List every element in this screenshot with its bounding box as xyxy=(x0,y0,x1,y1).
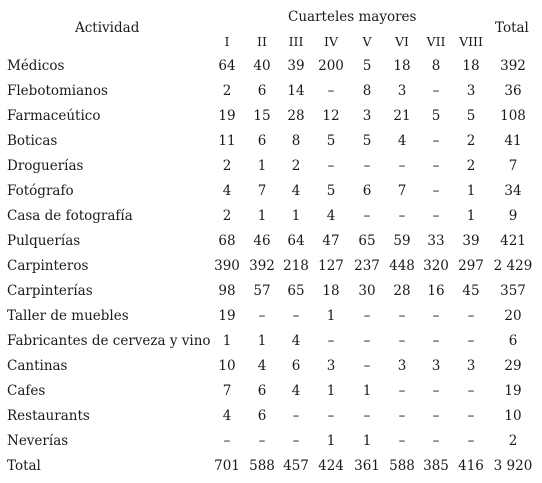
cell-cuartel-4: – xyxy=(327,408,335,424)
cell-cuartel-6: – xyxy=(398,208,406,224)
cell-cuartel-4: 1 xyxy=(326,383,336,399)
cell-cuartel-7: 16 xyxy=(427,283,445,299)
row-label: Droguerías xyxy=(7,158,84,174)
cell-cuartel-5: 8 xyxy=(362,83,372,99)
cell-cuartel-8: 3 xyxy=(466,83,476,99)
header-cuartel-2: II xyxy=(257,34,267,49)
cell-cuartel-4: 4 xyxy=(326,208,336,224)
cell-cuartel-3: 1 xyxy=(291,208,301,224)
row-label: Total xyxy=(7,458,41,474)
cell-cuartel-7: – xyxy=(432,158,440,174)
cell-cuartel-4: 1 xyxy=(326,433,336,449)
cell-cuartel-7: – xyxy=(432,433,440,449)
cell-total: 357 xyxy=(500,283,526,299)
cell-cuartel-3: 6 xyxy=(291,358,301,374)
table-row xyxy=(0,183,542,208)
table-row xyxy=(0,308,542,333)
table-row xyxy=(0,433,542,458)
cell-cuartel-1: 11 xyxy=(218,133,236,149)
cell-cuartel-6: – xyxy=(398,383,406,399)
cell-cuartel-4: 12 xyxy=(322,108,340,124)
cell-cuartel-7: – xyxy=(432,383,440,399)
cell-cuartel-7: – xyxy=(432,308,440,324)
cell-cuartel-5: 1 xyxy=(362,383,372,399)
cell-cuartel-4: – xyxy=(327,158,335,174)
cell-cuartel-6: 3 xyxy=(397,358,407,374)
cell-cuartel-8: 297 xyxy=(458,258,484,274)
cell-cuartel-6: 4 xyxy=(397,133,407,149)
cell-cuartel-1: 1 xyxy=(222,333,232,349)
cell-cuartel-2: 6 xyxy=(257,383,267,399)
cell-cuartel-1: 68 xyxy=(218,233,236,249)
row-label: Cafes xyxy=(7,383,46,399)
cell-cuartel-4: 200 xyxy=(318,58,344,74)
header-cuarteles-mayores: Cuarteles mayores xyxy=(288,9,417,25)
cell-cuartel-2: 588 xyxy=(249,458,275,474)
cell-cuartel-3: – xyxy=(292,308,300,324)
cell-cuartel-6: 448 xyxy=(389,258,415,274)
cell-cuartel-1: 4 xyxy=(222,408,232,424)
cell-cuartel-6: 3 xyxy=(397,83,407,99)
cell-cuartel-1: 10 xyxy=(218,358,236,374)
table-row xyxy=(0,258,542,283)
cell-cuartel-8: – xyxy=(467,433,475,449)
cell-cuartel-5: – xyxy=(363,308,371,324)
cell-cuartel-3: 28 xyxy=(287,108,305,124)
cell-cuartel-1: 2 xyxy=(222,158,232,174)
cell-cuartel-3: 8 xyxy=(291,133,301,149)
cell-total: 34 xyxy=(504,183,522,199)
table-row xyxy=(0,83,542,108)
cell-total: 41 xyxy=(504,133,522,149)
cell-cuartel-2: 6 xyxy=(257,83,267,99)
cell-cuartel-5: 6 xyxy=(362,183,372,199)
cell-cuartel-5: 361 xyxy=(354,458,380,474)
cell-total: 29 xyxy=(504,358,522,374)
header-cuartel-7: VII xyxy=(426,34,446,49)
row-label: Farmaceútico xyxy=(7,108,101,124)
cell-cuartel-2: 1 xyxy=(257,158,267,174)
cell-cuartel-8: 1 xyxy=(466,208,476,224)
cell-cuartel-7: – xyxy=(432,83,440,99)
header-actividad: Actividad xyxy=(75,20,140,36)
row-label: Taller de muebles xyxy=(7,308,129,324)
cell-cuartel-1: 2 xyxy=(222,208,232,224)
cell-cuartel-3: 4 xyxy=(291,383,301,399)
header-cuartel-8: VIII xyxy=(459,34,483,49)
cell-cuartel-5: 3 xyxy=(362,108,372,124)
cell-cuartel-7: 5 xyxy=(431,108,441,124)
cell-total: 2 429 xyxy=(493,258,533,274)
row-label: Casa de fotografía xyxy=(7,208,133,224)
cell-cuartel-1: 19 xyxy=(218,308,236,324)
cell-cuartel-6: 18 xyxy=(393,58,411,74)
cell-cuartel-4: – xyxy=(327,333,335,349)
cell-cuartel-6: – xyxy=(398,158,406,174)
cell-cuartel-8: 3 xyxy=(466,358,476,374)
table-row xyxy=(0,358,542,383)
cell-cuartel-8: 2 xyxy=(466,133,476,149)
cell-cuartel-6: – xyxy=(398,433,406,449)
cell-cuartel-8: 1 xyxy=(466,183,476,199)
table-row xyxy=(0,383,542,408)
cell-cuartel-2: 7 xyxy=(257,183,267,199)
cell-cuartel-5: – xyxy=(363,408,371,424)
table-row xyxy=(0,108,542,133)
cell-cuartel-7: 320 xyxy=(423,258,449,274)
cell-total: 7 xyxy=(508,158,518,174)
cell-cuartel-8: 5 xyxy=(466,108,476,124)
cell-cuartel-7: – xyxy=(432,408,440,424)
cell-cuartel-8: 45 xyxy=(462,283,480,299)
table-row xyxy=(0,333,542,358)
cell-cuartel-5: 1 xyxy=(362,433,372,449)
cell-total: 2 xyxy=(508,433,518,449)
cell-cuartel-8: – xyxy=(467,308,475,324)
cell-cuartel-3: 65 xyxy=(287,283,305,299)
cell-cuartel-5: 237 xyxy=(354,258,380,274)
cell-cuartel-3: 64 xyxy=(287,233,305,249)
cell-total: 10 xyxy=(504,408,522,424)
cell-cuartel-7: – xyxy=(432,208,440,224)
cell-cuartel-7: 8 xyxy=(431,58,441,74)
cell-cuartel-8: 39 xyxy=(462,233,480,249)
cell-cuartel-5: 30 xyxy=(358,283,376,299)
cell-cuartel-5: 5 xyxy=(362,58,372,74)
cell-total: 421 xyxy=(500,233,526,249)
row-label: Carpinteros xyxy=(7,258,89,274)
cell-cuartel-2: 57 xyxy=(253,283,271,299)
cell-cuartel-5: 5 xyxy=(362,133,372,149)
cell-cuartel-4: 1 xyxy=(326,308,336,324)
cell-cuartel-6: – xyxy=(398,408,406,424)
cell-total: 36 xyxy=(504,83,522,99)
cell-cuartel-1: 64 xyxy=(218,58,236,74)
cell-total: 108 xyxy=(500,108,526,124)
cell-cuartel-1: 19 xyxy=(218,108,236,124)
cell-cuartel-4: 47 xyxy=(322,233,340,249)
cell-cuartel-2: 46 xyxy=(253,233,271,249)
cell-cuartel-8: – xyxy=(467,408,475,424)
row-label: Boticas xyxy=(7,133,58,149)
table-row xyxy=(0,58,542,83)
cell-cuartel-3: – xyxy=(292,408,300,424)
cell-cuartel-1: 4 xyxy=(222,183,232,199)
cell-cuartel-4: 18 xyxy=(322,283,340,299)
cell-cuartel-8: 416 xyxy=(458,458,484,474)
row-label: Flebotomianos xyxy=(7,83,108,99)
cell-cuartel-5: – xyxy=(363,158,371,174)
cell-cuartel-6: 7 xyxy=(397,183,407,199)
cell-cuartel-5: – xyxy=(363,333,371,349)
header-total: Total xyxy=(495,20,529,36)
row-label: Carpinterías xyxy=(7,283,93,299)
row-label: Médicos xyxy=(7,58,65,74)
cell-cuartel-3: 14 xyxy=(287,83,305,99)
cell-cuartel-7: 3 xyxy=(431,358,441,374)
table-row xyxy=(0,158,542,183)
cell-cuartel-3: 4 xyxy=(291,183,301,199)
header-cuartel-5: V xyxy=(362,34,372,49)
cell-cuartel-2: – xyxy=(258,308,266,324)
row-label: Cantinas xyxy=(7,358,68,374)
cell-cuartel-3: 39 xyxy=(287,58,305,74)
cell-cuartel-2: – xyxy=(258,433,266,449)
cell-cuartel-5: – xyxy=(363,358,371,374)
cell-cuartel-7: 385 xyxy=(423,458,449,474)
row-label: Pulquerías xyxy=(7,233,81,249)
cell-cuartel-1: 98 xyxy=(218,283,236,299)
row-label: Fabricantes de cerveza y vino xyxy=(7,333,211,349)
cell-total: 20 xyxy=(504,308,522,324)
row-label: Restaurants xyxy=(7,408,90,424)
cell-cuartel-3: 457 xyxy=(283,458,309,474)
cell-cuartel-5: – xyxy=(363,208,371,224)
cell-cuartel-3: – xyxy=(292,433,300,449)
cell-cuartel-2: 6 xyxy=(257,408,267,424)
cell-cuartel-6: 59 xyxy=(393,233,411,249)
row-label: Fotógrafo xyxy=(7,183,74,199)
cell-cuartel-2: 6 xyxy=(257,133,267,149)
header-cuartel-6: VI xyxy=(395,34,409,49)
header-cuartel-4: IV xyxy=(324,34,338,49)
cell-cuartel-6: – xyxy=(398,333,406,349)
cell-cuartel-8: – xyxy=(467,333,475,349)
cell-cuartel-2: 1 xyxy=(257,333,267,349)
cell-cuartel-6: 28 xyxy=(393,283,411,299)
cell-cuartel-2: 1 xyxy=(257,208,267,224)
cell-cuartel-6: – xyxy=(398,308,406,324)
cell-cuartel-7: – xyxy=(432,133,440,149)
header-cuartel-1: I xyxy=(224,34,230,49)
cell-cuartel-6: 588 xyxy=(389,458,415,474)
cell-cuartel-8: 2 xyxy=(466,158,476,174)
cell-total: 3 920 xyxy=(493,458,533,474)
cell-total: 392 xyxy=(500,58,526,74)
cell-total: 9 xyxy=(508,208,518,224)
cell-cuartel-6: 21 xyxy=(393,108,411,124)
cell-cuartel-4: 127 xyxy=(318,258,344,274)
row-label: Neverías xyxy=(7,433,69,449)
table-row xyxy=(0,408,542,433)
cell-cuartel-4: 424 xyxy=(318,458,344,474)
cell-cuartel-8: 18 xyxy=(462,58,480,74)
cell-cuartel-8: – xyxy=(467,383,475,399)
header-cuartel-3: III xyxy=(288,34,304,49)
cell-cuartel-1: – xyxy=(223,433,231,449)
cell-cuartel-7: – xyxy=(432,183,440,199)
cell-cuartel-4: 5 xyxy=(326,133,336,149)
total-row xyxy=(0,458,542,483)
cell-cuartel-7: – xyxy=(432,333,440,349)
cell-cuartel-1: 701 xyxy=(214,458,240,474)
cell-cuartel-1: 2 xyxy=(222,83,232,99)
table-row xyxy=(0,208,542,233)
table-row xyxy=(0,283,542,308)
cell-total: 19 xyxy=(504,383,522,399)
table-row xyxy=(0,133,542,158)
cell-cuartel-2: 15 xyxy=(253,108,271,124)
table-row xyxy=(0,233,542,258)
cell-cuartel-3: 4 xyxy=(291,333,301,349)
cell-cuartel-3: 2 xyxy=(291,158,301,174)
cell-total: 6 xyxy=(508,333,518,349)
cell-cuartel-1: 390 xyxy=(214,258,240,274)
cell-cuartel-1: 7 xyxy=(222,383,232,399)
cell-cuartel-4: 5 xyxy=(326,183,336,199)
cell-cuartel-7: 33 xyxy=(427,233,445,249)
cell-cuartel-2: 4 xyxy=(257,358,267,374)
cell-cuartel-3: 218 xyxy=(283,258,309,274)
cell-cuartel-4: 3 xyxy=(326,358,336,374)
cell-cuartel-4: – xyxy=(327,83,335,99)
cell-cuartel-2: 40 xyxy=(253,58,271,74)
cell-cuartel-5: 65 xyxy=(358,233,376,249)
cell-cuartel-2: 392 xyxy=(249,258,275,274)
